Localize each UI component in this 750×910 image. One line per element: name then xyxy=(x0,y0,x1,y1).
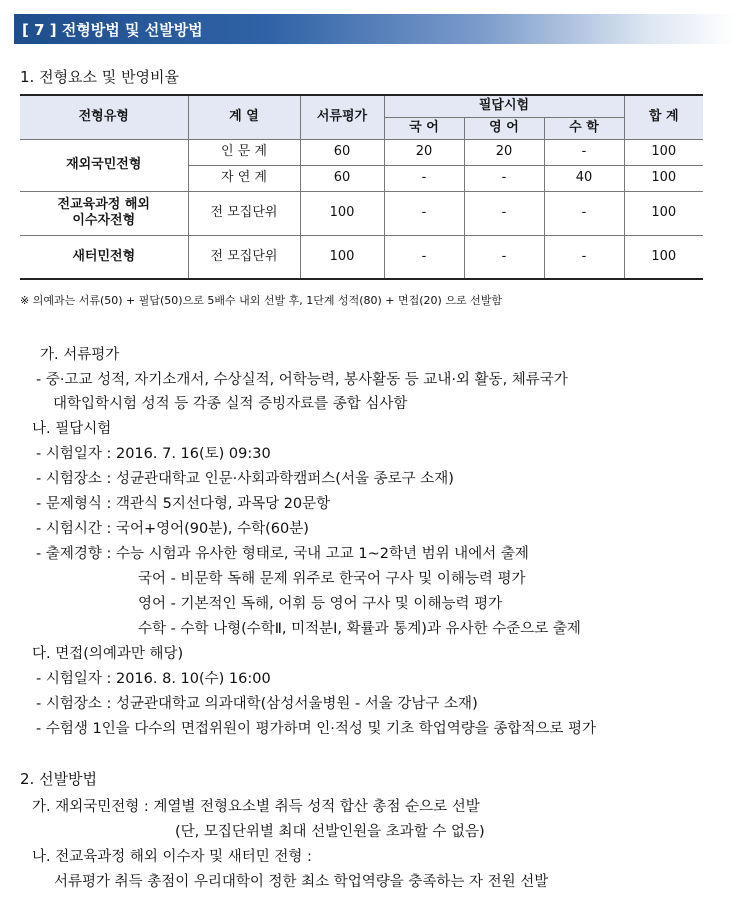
section-banner xyxy=(14,14,736,44)
cell-eng: - xyxy=(464,191,544,235)
s2-ga-sub: (단, 모집단위별 최대 선발인원을 초과할 수 없음) xyxy=(175,824,485,840)
cell-line: 전 모집단위 xyxy=(188,191,300,235)
na-trend-math: 수학 - 수학 나형(수학Ⅱ, 미적분Ⅰ, 확률과 통계)과 유사한 수준으로 출제 xyxy=(138,621,581,637)
table-row xyxy=(20,191,703,235)
na-title: 나. 필답시험 xyxy=(32,421,112,437)
header-total: 합 계 xyxy=(624,95,703,139)
header-eng: 영 어 xyxy=(464,117,544,139)
header-type: 전형유형 xyxy=(20,95,188,139)
s2-ga: 가. 재외국민전형 : 계열별 전형요소별 취득 성적 합산 총점 순으로 선발 xyxy=(32,799,480,815)
header-doc: 서류평가 xyxy=(300,95,384,139)
ga-line2: 대학입학시험 성적 등 각종 실적 증빙자료를 종합 심사함 xyxy=(53,396,408,412)
cell-type: 새터민전형 xyxy=(20,235,188,279)
table-row xyxy=(20,139,703,165)
cell-total: 100 xyxy=(624,235,703,279)
cell-type-line2: 이수자전형 xyxy=(72,213,136,228)
header-exam: 필답시험 xyxy=(384,95,624,117)
cell-math: - xyxy=(544,191,624,235)
cell-math: - xyxy=(544,235,624,279)
na-place: - 시험장소 : 성균관대학교 인문·사회과학캠퍼스(서울 종로구 소재) xyxy=(36,471,454,487)
cell-kor: - xyxy=(384,165,464,191)
cell-line: 인 문 계 xyxy=(188,139,300,165)
ga-title: 가. 서류평가 xyxy=(40,347,120,363)
da-date: - 시험일자 : 2016. 8. 10(수) 16:00 xyxy=(36,671,271,687)
cell-kor: 20 xyxy=(384,139,464,165)
section2-title: 2. 선발방법 xyxy=(20,770,98,788)
cell-math: 40 xyxy=(544,165,624,191)
cell-total: 100 xyxy=(624,191,703,235)
cell-type xyxy=(20,191,188,235)
cell-eng: - xyxy=(464,165,544,191)
cell-type-line1: 전교육과정 해외 xyxy=(57,197,150,212)
banner-title: [ 7 ] 전형방법 및 선발방법 xyxy=(22,20,203,39)
s2-na-sub: 서류평가 취득 총점이 우리대학이 정한 최소 학업역량을 충족하는 자 전원 선발 xyxy=(54,874,549,890)
header-line: 계 열 xyxy=(188,95,300,139)
na-date: - 시험일자 : 2016. 7. 16(토) 09:30 xyxy=(36,446,271,462)
cell-line: 자 연 계 xyxy=(188,165,300,191)
selection-ratio-table xyxy=(20,94,703,280)
cell-eng: - xyxy=(464,235,544,279)
cell-kor: - xyxy=(384,191,464,235)
cell-doc: 60 xyxy=(300,165,384,191)
header-kor: 국 어 xyxy=(384,117,464,139)
da-desc: - 수험생 1인을 다수의 면접위원이 평가하며 인·적성 및 기초 학업역량을 종합적으로 평가 xyxy=(36,721,597,737)
cell-doc: 100 xyxy=(300,191,384,235)
cell-line: 전 모집단위 xyxy=(188,235,300,279)
cell-doc: 100 xyxy=(300,235,384,279)
header-math: 수 학 xyxy=(544,117,624,139)
cell-doc: 60 xyxy=(300,139,384,165)
da-title: 다. 면접(의예과만 해당) xyxy=(32,646,184,662)
cell-type: 재외국민전형 xyxy=(20,139,188,191)
cell-math: - xyxy=(544,139,624,165)
cell-kor: - xyxy=(384,235,464,279)
na-trend: - 출제경향 : 수능 시험과 유사한 형태로, 국내 고교 1~2학년 범위 내에서 출제 xyxy=(36,546,529,562)
na-format: - 문제형식 : 객관식 5지선다형, 과목당 20문항 xyxy=(36,496,331,512)
da-place: - 시험장소 : 성균관대학교 의과대학(삼성서울병원 - 서울 강남구 소재) xyxy=(36,696,478,712)
section1-title: 1. 전형요소 및 반영비율 xyxy=(20,68,180,86)
ga-line1: - 중·고교 성적, 자기소개서, 수상실적, 어학능력, 봉사활동 등 교내·외 활동, 체류국가 xyxy=(36,372,568,388)
na-trend-eng: 영어 - 기본적인 독해, 어휘 등 영어 구사 및 이해능력 평가 xyxy=(138,596,503,612)
table-row xyxy=(20,235,703,279)
table-note: ※ 의예과는 서류(50) + 필답(50)으로 5배수 내외 선발 후, 1단계 성적(80) + 면접(20) 으로 선발함 xyxy=(20,294,502,307)
cell-total: 100 xyxy=(624,139,703,165)
cell-total: 100 xyxy=(624,165,703,191)
cell-eng: 20 xyxy=(464,139,544,165)
s2-na: 나. 전교육과정 해외 이수자 및 새터민 전형 : xyxy=(32,849,312,865)
na-trend-kor: 국어 - 비문학 독해 문제 위주로 한국어 구사 및 이해능력 평가 xyxy=(138,571,526,587)
na-time: - 시험시간 : 국어+영어(90분), 수학(60분) xyxy=(36,521,309,537)
